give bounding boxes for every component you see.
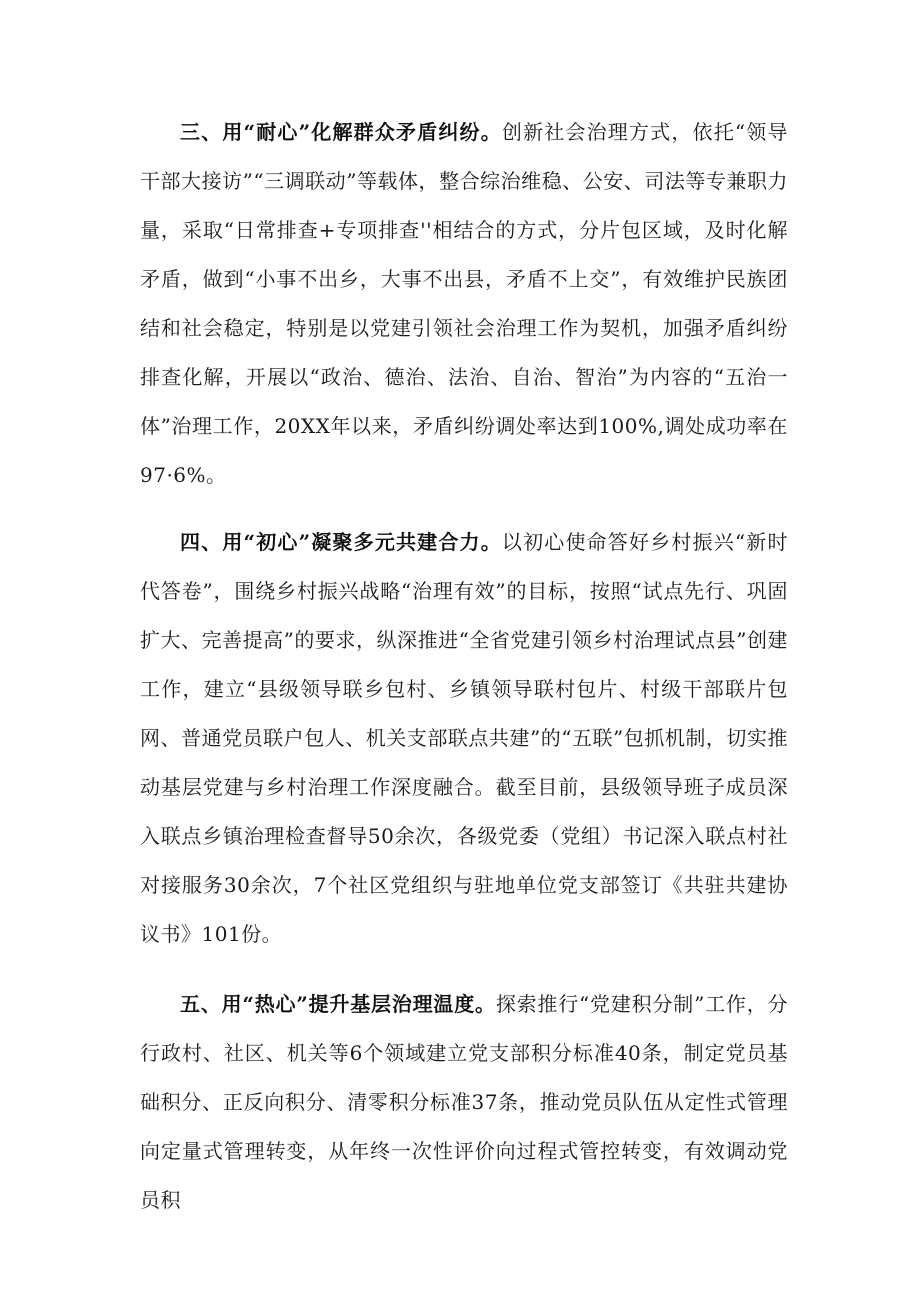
paragraph-three bbox=[140, 108, 788, 500]
paragraph-five bbox=[140, 980, 788, 1225]
paragraph-four bbox=[140, 518, 788, 959]
paragraph-heading: 三、用“耐心”化解群众矛盾纠纷。 bbox=[180, 120, 502, 144]
paragraph-body: 以初心使命答好乡村振兴“新时代答卷”，围绕乡村振兴战略“治理有效”的目标，按照“试点先行、巩固扩大、完善提高”的要求，纵深推进“全省党建引领乡村治理试点县”创建工作，建立“县级领导联乡包村、乡镇领导联村包片、村级干部联片包网、普通党员联户包人、机关支部联点共建”的“五联”包抓机制，切实推动基层党建与乡村治理工作深度融合。截至目前，县级领导班子成员深入联点乡镇治理检查督导50余次，各级党委（党组）书记深入联点村社对接服务30余次，7个社区党组织与驻地单位党支部签订《共驻共建协议书》101份。 bbox=[140, 530, 788, 946]
paragraph-heading: 四、用“初心”凝聚多元共建合力。 bbox=[180, 530, 502, 554]
paragraph-heading: 五、用“热心”提升基层治理温度。 bbox=[180, 992, 496, 1016]
paragraph-body: 创新社会治理方式，依托“领导干部大接访”“三调联动”等载体，整合综治维稳、公安、司法等专兼职力量，采取“日常排查+专项排查''相结合的方式，分片包区域，及时化解矛盾，做到“小事不出乡，大事不出县，矛盾不上交”，有效维护民族团结和社会稳定，特别是以党建引领社会治理工作为契机，加强矛盾纠纷排查化解，开展以“政治、德治、法治、自治、智治”为内容的“五治一体”治理工作，20XX年以来，矛盾纠纷调处率达到100%,调处成功率在97·6%。 bbox=[140, 120, 788, 487]
paragraph-body: 探索推行“党建积分制”工作，分行政村、社区、机关等6个领域建立党支部积分标准40条，制定党员基础积分、正反向积分、清零积分标准37条，推动党员队伍从定性式管理向定量式管理转变，从年终一次性评价向过程式管控转变，有效调动党员积 bbox=[140, 992, 788, 1212]
